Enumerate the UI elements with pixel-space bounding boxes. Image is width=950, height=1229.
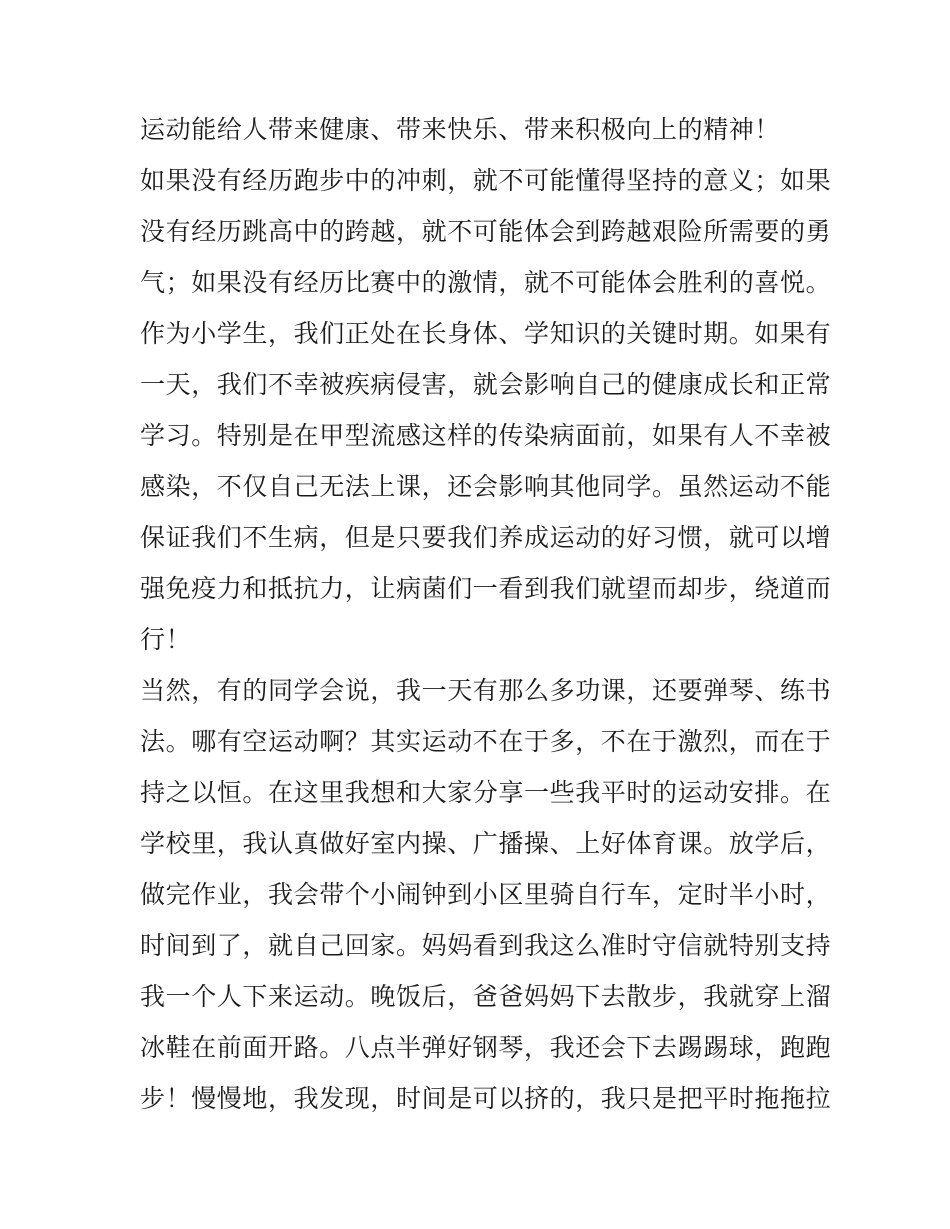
text-line: 行！: [140, 625, 192, 654]
text-line: 保证我们不生病，但是只要我们养成运动的好习惯，就可以增: [140, 523, 832, 552]
text-line: 冰鞋在前面开路。八点半弹好钢琴，我还会下去踢踢球，跑跑: [140, 1033, 832, 1062]
text-line: 做完作业，我会带个小闹钟到小区里骑自行车，定时半小时，: [140, 880, 832, 909]
text-line: 步！慢慢地，我发现，时间是可以挤的，我只是把平时拖拖拉: [140, 1084, 832, 1113]
body-text: [140, 104, 832, 1124]
text-line: 如果没有经历跑步中的冲刺，就不可能懂得坚持的意义；如果: [140, 166, 832, 195]
text-line: 学习。特别是在甲型流感这样的传染病面前，如果有人不幸被: [140, 421, 832, 450]
text-line: 强免疫力和抵抗力，让病菌们一看到我们就望而却步，绕道而: [140, 574, 832, 603]
text-line: 作为小学生，我们正处在长身体、学知识的关键时期。如果有: [140, 319, 832, 348]
text-line: 一天，我们不幸被疾病侵害，就会影响自己的健康成长和正常: [140, 370, 832, 399]
text-line: 气；如果没有经历比赛中的激情，就不可能体会胜利的喜悦。: [140, 268, 832, 297]
text-line: 运动能给人带来健康、带来快乐、带来积极向上的精神！: [140, 115, 781, 144]
text-line: 法。哪有空运动啊？其实运动不在于多，不在于激烈，而在于: [140, 727, 832, 756]
text-line: 没有经历跳高中的跨越，就不可能体会到跨越艰险所需要的勇: [140, 217, 832, 246]
text-line: 学校里，我认真做好室内操、广播操、上好体育课。放学后，: [140, 829, 832, 858]
text-line: 持之以恒。在这里我想和大家分享一些我平时的运动安排。在: [140, 778, 832, 807]
text-line: 感染，不仅自己无法上课，还会影响其他同学。虽然运动不能: [140, 472, 832, 501]
text-line: 我一个人下来运动。晚饭后，爸爸妈妈下去散步，我就穿上溜: [140, 982, 832, 1011]
text-line: 时间到了，就自己回家。妈妈看到我这么准时守信就特别支持: [140, 931, 832, 960]
text-line: 当然，有的同学会说，我一天有那么多功课，还要弹琴、练书: [140, 676, 832, 705]
